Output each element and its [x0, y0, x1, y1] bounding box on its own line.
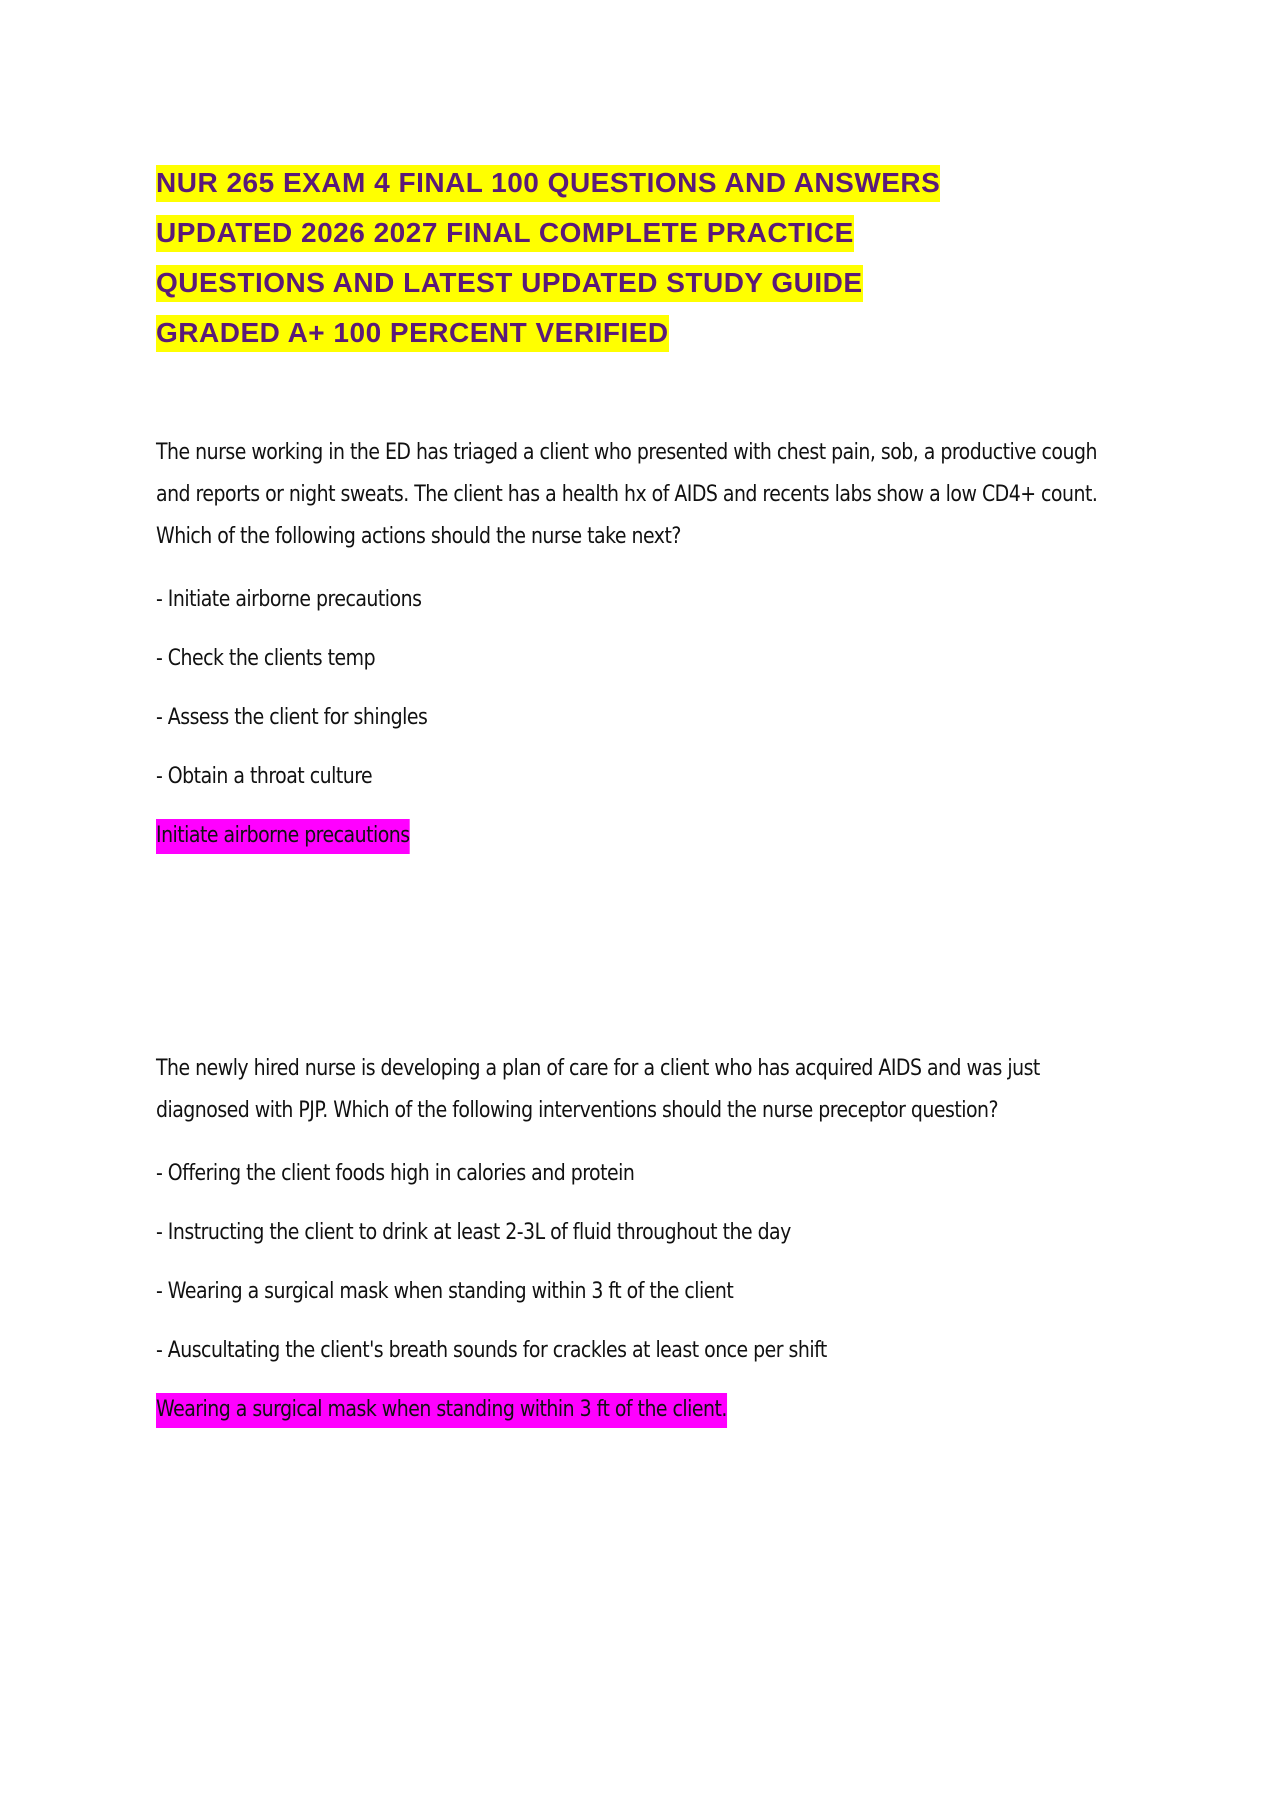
- answer-option: - Auscultating the client's breath sounds for crackles at least once per shift: [156, 1338, 827, 1363]
- correct-answer-row: [156, 806, 982, 865]
- answer-option: - Obtain a throat culture: [156, 764, 373, 789]
- answer-option: - Wearing a surgical mask when standing within 3 ft of the client: [156, 1279, 734, 1304]
- correct-answer-row: [156, 1380, 982, 1439]
- title-line: NUR 265 EXAM 4 FINAL 100 QUESTIONS AND ANSWERS: [156, 165, 940, 202]
- correct-answer: Initiate airborne precautions: [156, 819, 410, 854]
- document-title: [156, 158, 1116, 358]
- correct-answer: Wearing a surgical mask when standing within 3 ft of the client.: [156, 1393, 727, 1428]
- title-line: UPDATED 2026 2027 FINAL COMPLETE PRACTICE: [156, 215, 854, 252]
- question-stem: The newly hired nurse is developing a plan of care for a client who has acquired AIDS and was just diagnosed with PJP. Which of the following interventions should the nurse preceptor question?: [156, 1056, 1040, 1123]
- answer-option: - Check the clients temp: [156, 646, 376, 671]
- title-line: GRADED A+ 100 PERCENT VERIFIED: [156, 315, 669, 352]
- answer-option: - Instructing the client to drink at least 2-3L of fluid throughout the day: [156, 1220, 791, 1245]
- title-line: QUESTIONS AND LATEST UPDATED STUDY GUIDE: [156, 265, 863, 302]
- question-stem: The nurse working in the ED has triaged a client who presented with chest pain, sob, a productive cough and reports or night sweats. The client has a health hx of AIDS and recents labs show a low CD4+ count. Which of the following actions should the nurse take next?: [156, 440, 1098, 549]
- answer-option: - Offering the client foods high in calories and protein: [156, 1161, 635, 1186]
- question-1: [156, 432, 1116, 865]
- answer-option: - Initiate airborne precautions: [156, 587, 422, 612]
- question-2: [156, 1048, 1116, 1439]
- answer-option: - Assess the client for shingles: [156, 705, 428, 730]
